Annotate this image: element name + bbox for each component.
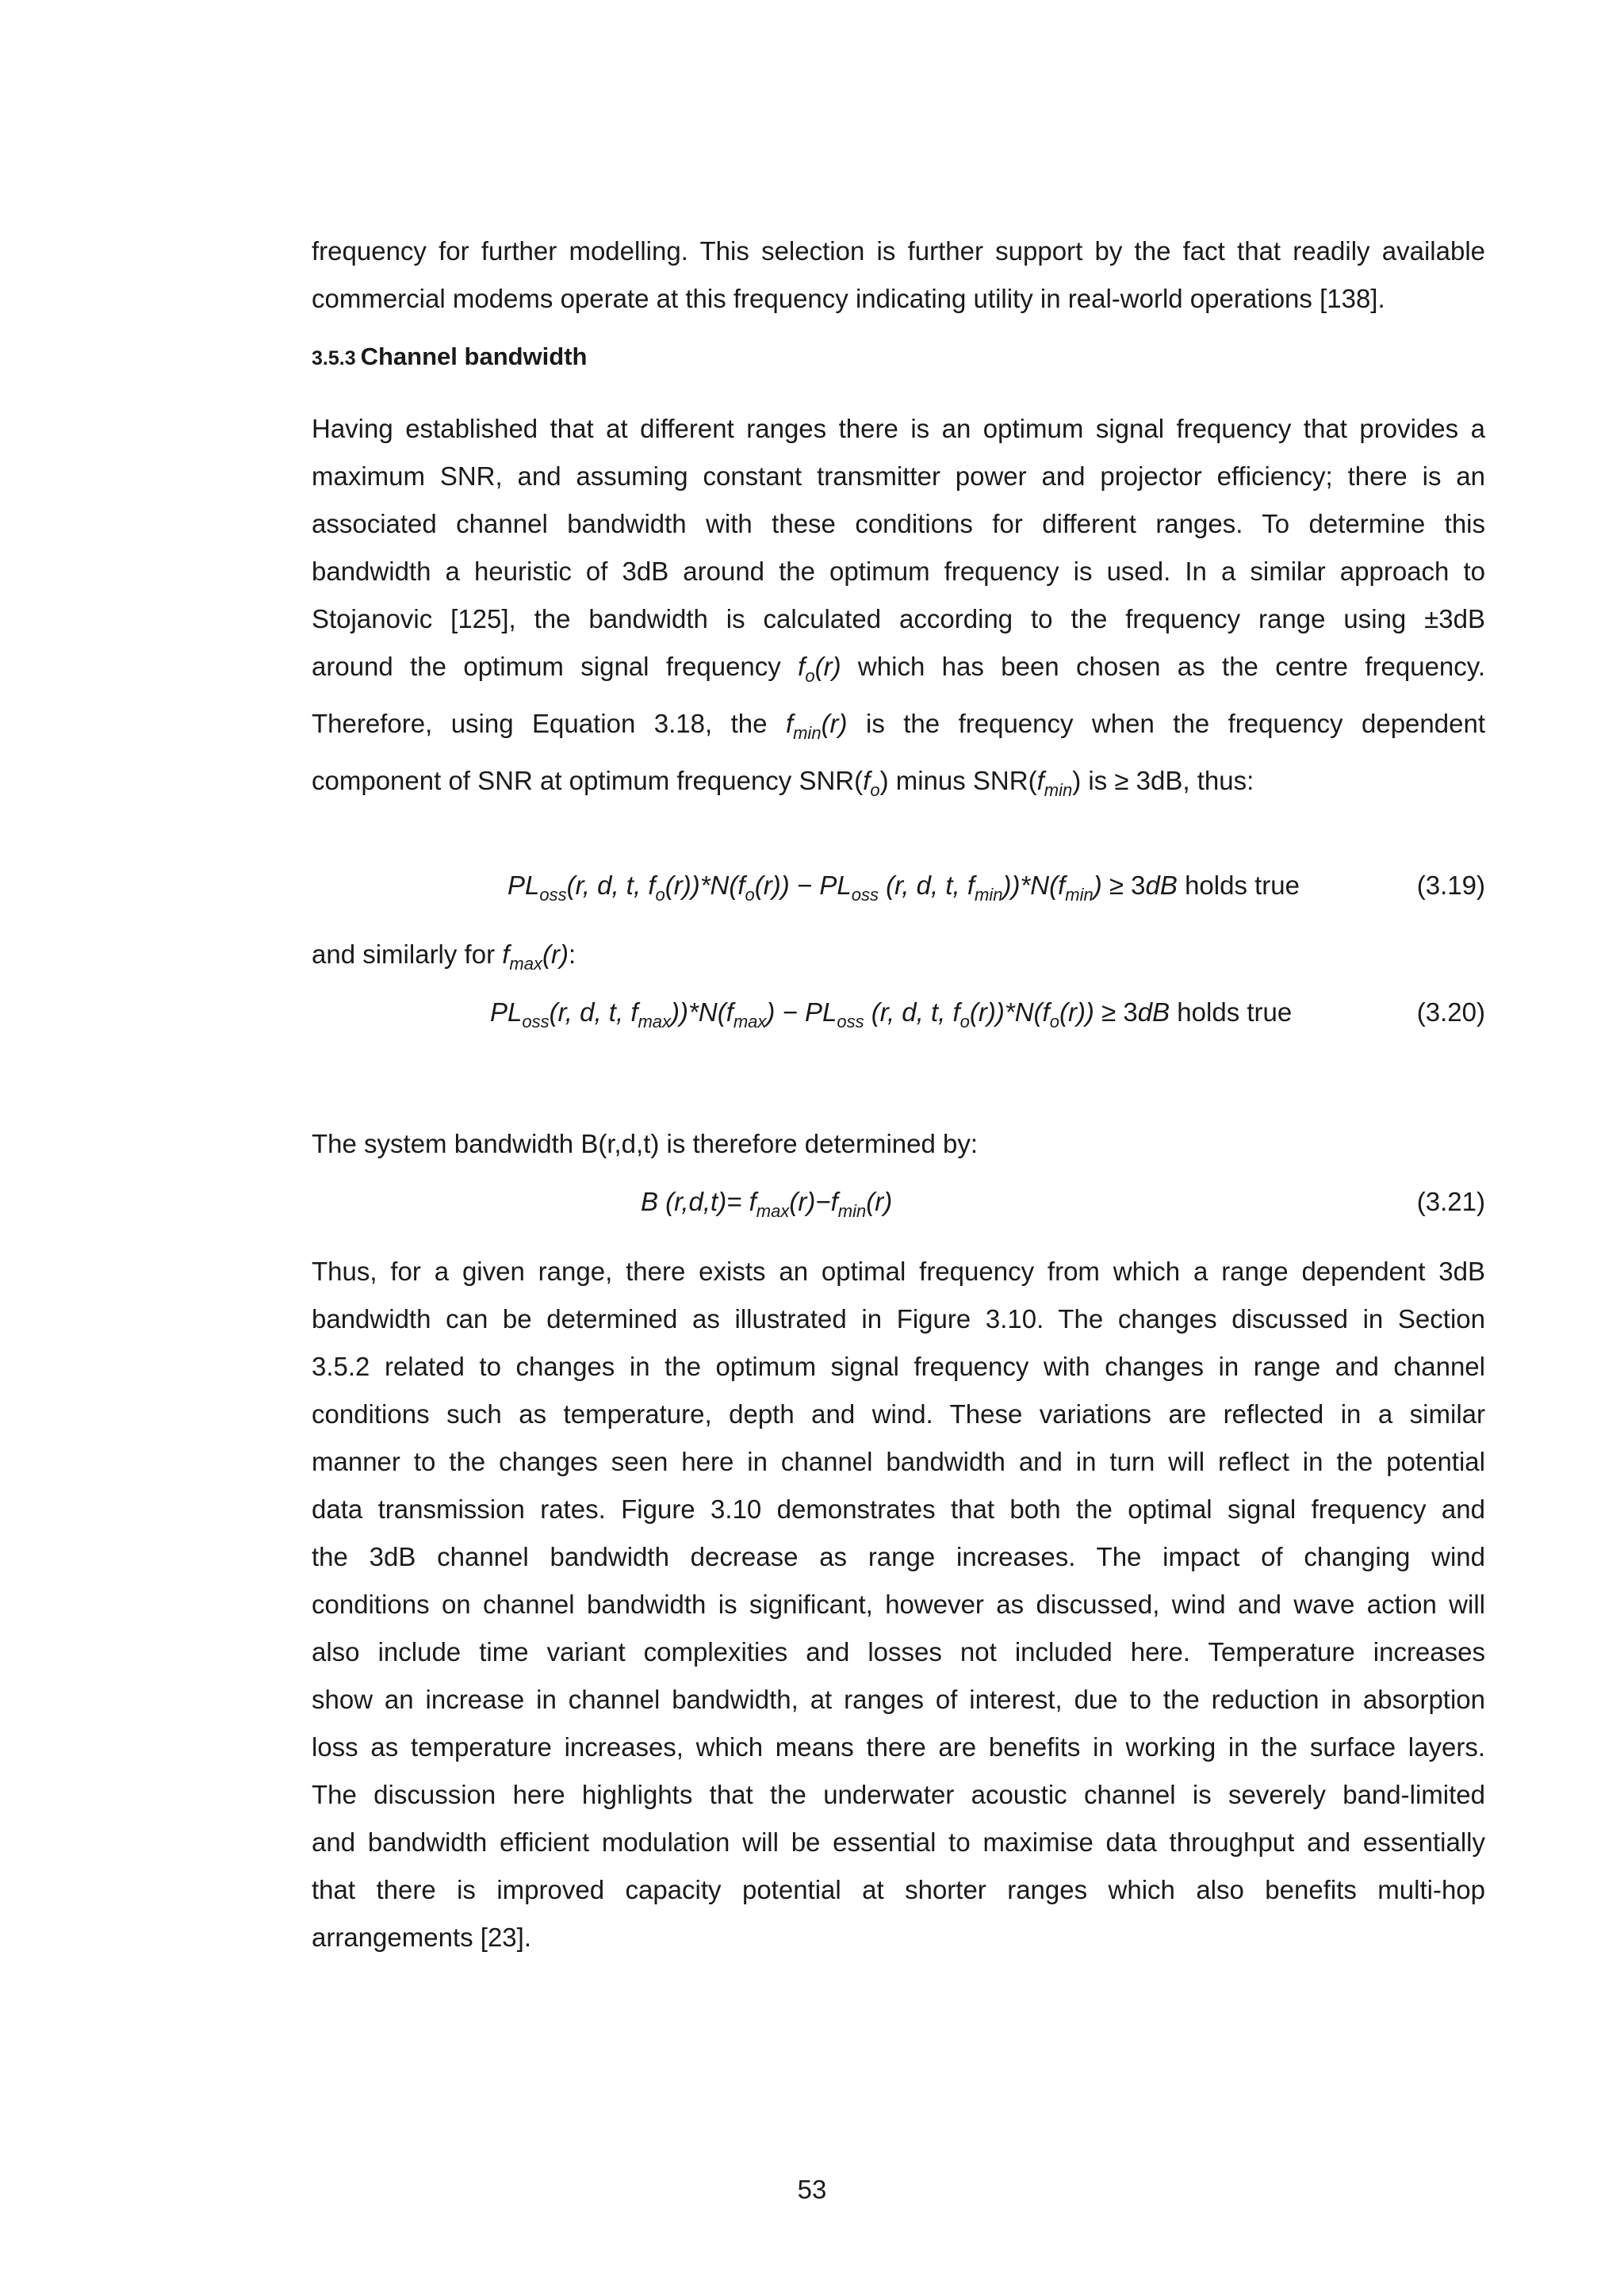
text-line: bandwidth a heuristic of 3dB around the optimum frequency is used. In a similar approach to — [312, 557, 1485, 586]
text-line: Having established that at different ranges there is an optimum signal frequency that provides a — [312, 414, 1485, 443]
text-line: associated channel bandwidth with these conditions for different ranges. To determine this — [312, 509, 1485, 538]
equation-3-20: $PL_{oss}(r$, d, t, $f_{max}))*N(f_{max}) - PL_{oss}$ (r, d, t, $f_o(r))*N(f_o(r)) \ge 3dB$ holds true — [490, 997, 1293, 1031]
section-heading — [312, 342, 587, 371]
text-line: that there is improved capacity potential at shorter ranges which also benefits multi-hop — [312, 1875, 1485, 1904]
text-line: frequency for further modelling. This selection is further support by the fact that readily available — [312, 236, 1485, 266]
text-line: the 3dB channel bandwidth decrease as range increases. The impact of changing wind — [312, 1542, 1485, 1571]
equation-3-21: B $(r,d,t)= f_{max}(r)-f_{min}(r)$ — [641, 1187, 893, 1221]
text-line: arrangements [23]. — [312, 1923, 531, 1952]
text-line: The discussion here highlights that the underwater acoustic channel is severely band-limited — [312, 1780, 1485, 1809]
text-line: Thus, for a given range, there exists an optimal frequency from which a range dependent 3dB — [312, 1257, 1485, 1286]
equation-number: (3.21) — [1416, 1187, 1485, 1216]
text-line: loss as temperature increases, which means there are benefits in working in the surface layers. — [312, 1732, 1485, 1762]
text-line: 3.5.2 related to changes in the optimum signal frequency with changes in range and channel — [312, 1352, 1485, 1381]
text-line: component of SNR at optimum frequency $SNR(f_o)$ minus $SNR(f_{min})$ is ≥ 3dB, thus: — [312, 766, 1254, 800]
text-line: Stojanovic [125], the bandwidth is calculated according to the frequency range using ±3dB — [312, 604, 1485, 633]
text-line: commercial modems operate at this frequency indicating utility in real-world operations [138]. — [312, 284, 1385, 313]
text-line: and similarly for $f_{max}(r)$: — [312, 939, 576, 974]
text-line: show an increase in channel bandwidth, at ranges of interest, due to the reduction in absorption — [312, 1685, 1485, 1714]
equation-number: (3.19) — [1416, 871, 1485, 900]
intro-paragraph — [312, 228, 1485, 323]
text-line: conditions such as temperature, depth and wind. These variations are reflected in a similar — [312, 1399, 1485, 1429]
text-line: Therefore, using Equation 3.18, the $f_{min}(r)$ is the frequency when the frequency dependent — [312, 709, 1485, 743]
paragraph-bandwidth — [312, 405, 1485, 814]
section-number: 3.5.3 — [312, 347, 356, 369]
page-number: 53 — [797, 2175, 827, 2204]
text-line: data transmission rates. Figure 3.10 demonstrates that both the optimal signal frequency and — [312, 1494, 1485, 1524]
equation-number: (3.20) — [1416, 997, 1485, 1027]
text-line: maximum SNR, and assuming constant transmitter power and projector efficiency; there is an — [312, 461, 1485, 491]
text-line: and bandwidth efficient modulation will be essential to maximise data throughput and essentially — [312, 1827, 1485, 1857]
text-line: around the optimum signal frequency $f_o(r)$ which has been chosen as the centre frequency. — [312, 652, 1486, 686]
text-line: also include time variant complexities and losses not included here. Temperature increases — [312, 1637, 1485, 1667]
text-line: bandwidth can be determined as illustrated in Figure 3.10. The changes discussed in Section — [312, 1304, 1485, 1334]
text-line: manner to the changes seen here in channel bandwidth and in turn will reflect in the potential — [312, 1447, 1485, 1476]
equation-3-19: $PL_{oss}(r$, d, t, $f_o(r))*N(f_o(r)) - PL_{oss}$ (r, d, t, $f_{min}))*N(f_{min}) \ge 3dB$ holds true — [508, 871, 1300, 905]
paragraph-discussion — [312, 1248, 1485, 1961]
text-line: conditions on channel bandwidth is significant, however as discussed, wind and wave action will — [312, 1590, 1485, 1619]
text-line: The system bandwidth B(r,d,t) is therefore determined by: — [312, 1129, 979, 1158]
section-title: Channel bandwidth — [360, 342, 588, 370]
